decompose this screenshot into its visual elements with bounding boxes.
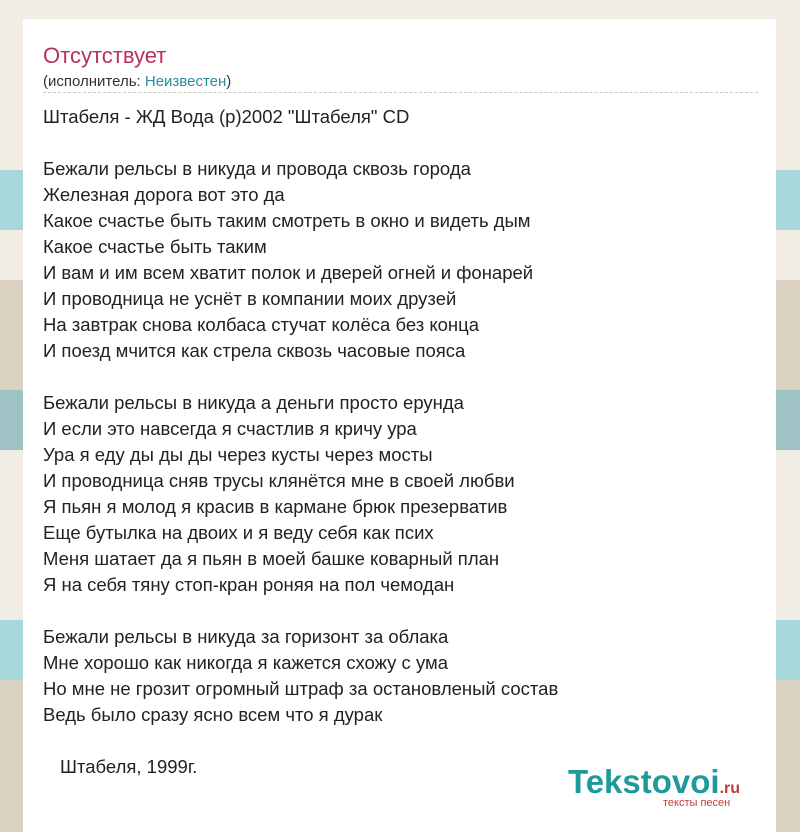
lyric-line: Ура я еду ды ды ды через кусты через мосты bbox=[43, 444, 433, 465]
lyric-line: Бежали рельсы в никуда а деньги просто ерунда bbox=[43, 392, 464, 413]
lyrics-body bbox=[43, 104, 558, 728]
lyric-line: Ведь было сразу ясно всем что я дурак bbox=[43, 704, 383, 725]
lyric-line: И если это навсегда я счастлив я кричу ура bbox=[43, 418, 417, 439]
lyric-line: Бежали рельсы в никуда и провода сквозь города bbox=[43, 158, 471, 179]
lyric-line: Какое счастье быть таким bbox=[43, 236, 267, 257]
lyric-line: И проводница не уснёт в компании моих друзей bbox=[43, 288, 457, 309]
artist-link[interactable]: Неизвестен bbox=[144, 73, 227, 90]
lyric-line: Железная дорога вот это да bbox=[43, 184, 285, 205]
song-heading: Штабеля - ЖД Вода (р)2002 "Штабеля" CD bbox=[43, 106, 410, 127]
lyric-line: Меня шатает да я пьян в моей башке коварный план bbox=[43, 548, 500, 569]
lyric-line: Еще бутылка на двоих и я веду себя как псих bbox=[43, 522, 434, 543]
lyric-line: На завтрак снова колбаса стучат колёса без конца bbox=[43, 314, 480, 335]
logo-wordmark: Tekstovoi bbox=[568, 763, 720, 800]
lyric-line: Я пьян я молод я красив в кармане брюк презерватив bbox=[43, 496, 508, 517]
credit-line: Штабеля, 1999г. bbox=[60, 756, 198, 777]
lyric-line: Я на себя тяну стоп-кран роняя на пол чемодан bbox=[43, 574, 455, 595]
lyric-line: И поезд мчится как стрела сквозь часовые пояса bbox=[43, 340, 466, 361]
lyric-line: И вам и им всем хватит полок и дверей огней и фонарей bbox=[43, 262, 534, 283]
lyric-line: И проводница сняв трусы клянётся мне в своей любви bbox=[43, 470, 515, 491]
lyric-line: Какое счастье быть таким смотреть в окно и видеть дым bbox=[43, 210, 531, 231]
logo-tld: .ru bbox=[719, 780, 741, 797]
lyric-line: Но мне не грозит огромный штраф за остановленый состав bbox=[43, 678, 559, 699]
song-title: Отсутствует bbox=[43, 43, 167, 68]
artist-prefix: (исполнитель: bbox=[43, 73, 145, 90]
logo-tagline: тексты песен bbox=[663, 797, 731, 809]
lyric-line: Бежали рельсы в никуда за горизонт за облака bbox=[43, 626, 449, 647]
artist-line bbox=[43, 73, 231, 90]
lyrics-card bbox=[23, 19, 776, 832]
lyric-line: Мне хорошо как никогда я кажется схожу с ума bbox=[43, 652, 448, 673]
header-divider bbox=[43, 92, 758, 93]
site-logo[interactable] bbox=[568, 763, 741, 809]
artist-suffix: ) bbox=[226, 73, 232, 90]
